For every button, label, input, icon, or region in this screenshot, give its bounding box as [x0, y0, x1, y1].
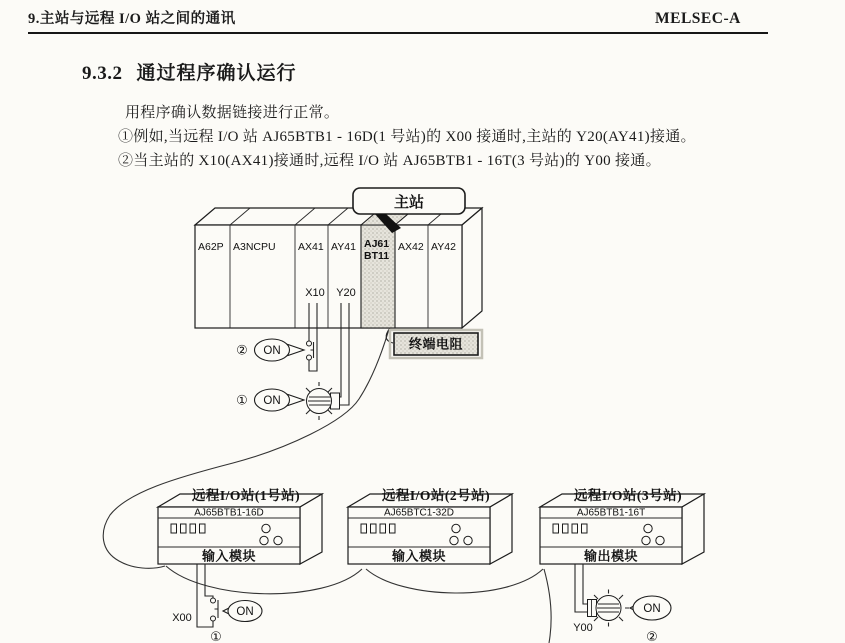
terminal-slot	[200, 524, 206, 533]
x00-switch-circuit	[172, 564, 262, 643]
on-label: ON	[236, 606, 254, 618]
module-label: A62P	[198, 241, 224, 253]
on-label: ON	[643, 603, 661, 615]
body-line-3: ②当主站的 X10(AX41)接通时,远程 I/O 站 AJ65BTB1 - 16T(3 号站)的 Y00 接通。	[118, 153, 661, 169]
terminal-slot	[572, 524, 578, 533]
balloon-tail	[288, 345, 304, 356]
switch-terminal	[307, 355, 312, 360]
station-title: 远程I/O站(1号站)	[191, 488, 301, 503]
signal-label-x00: X00	[172, 612, 192, 624]
switch-terminal	[211, 616, 216, 621]
y00-lamp-circuit	[573, 564, 671, 643]
module-label: AJ61	[364, 238, 390, 250]
section-number: 9.3.2	[82, 63, 123, 84]
terminal-resistor-label: 终端电阻	[408, 336, 464, 352]
terminal-slot	[553, 524, 559, 533]
station-right-face	[682, 494, 704, 564]
cable-station3-continuation	[544, 569, 551, 643]
remote-station-2	[348, 487, 512, 564]
on-balloon	[255, 389, 305, 411]
on-balloon	[255, 339, 305, 361]
terminal-resistor-callout	[386, 328, 482, 358]
terminal-slot	[181, 524, 187, 533]
module-label: AX42	[398, 241, 424, 253]
on-label: ON	[263, 345, 281, 357]
on-label: ON	[263, 395, 281, 407]
body-line-2: ①例如,当远程 I/O 站 AJ65BTB1 - 16D(1 号站)的 X00 接通时,主站的 Y20(AY41)接通。	[118, 129, 696, 145]
terminal-slot	[171, 524, 177, 533]
signal-label-y20: Y20	[336, 287, 356, 299]
module-label: AX41	[298, 241, 324, 253]
station-right-face	[490, 494, 512, 564]
terminal-slot	[563, 524, 569, 533]
terminal-slot	[390, 524, 396, 533]
terminal-slot	[190, 524, 196, 533]
signal-label-y00: Y00	[573, 622, 593, 634]
switch-terminal	[307, 341, 312, 346]
station-model: AJ65BTB1-16D	[194, 507, 264, 519]
switch-terminal	[211, 598, 216, 603]
step-marker-2: ②	[236, 343, 248, 359]
station-knob	[274, 536, 282, 544]
terminal-slot	[582, 524, 588, 533]
step-marker-2: ②	[646, 630, 658, 643]
cable-station2-to-station3	[366, 569, 543, 593]
module-label: AY41	[331, 241, 356, 253]
module-label: AY42	[431, 241, 456, 253]
master-station-label: 主站	[393, 195, 425, 211]
data-link-cable	[103, 329, 551, 643]
station-knob	[644, 524, 652, 532]
rack-right-face	[462, 208, 482, 328]
terminal-slot	[361, 524, 367, 533]
station-knob	[452, 524, 460, 532]
step-marker-1: ①	[236, 393, 248, 409]
step-marker-1: ①	[210, 630, 222, 643]
body-line-1: 用程序确认数据链接进行正常。	[125, 105, 340, 121]
station-type: 输出模块	[583, 548, 639, 564]
station-knob	[656, 536, 664, 544]
signal-label-x10: X10	[305, 287, 325, 299]
station-model: AJ65BTC1-32D	[383, 507, 455, 519]
on-balloon	[223, 601, 262, 622]
section-heading: 通过程序确认运行	[136, 63, 297, 84]
balloon-tail	[288, 395, 304, 406]
station-title: 远程I/O站(3号站)	[573, 488, 683, 503]
lamp-socket	[588, 600, 597, 617]
remote-station-3	[540, 487, 704, 564]
station-knob	[464, 536, 472, 544]
master-rack	[195, 208, 482, 328]
remote-station-1	[158, 487, 322, 564]
header-chapter-title: 9.主站与远程 I/O 站之间的通讯	[28, 11, 236, 27]
station-knob	[642, 536, 650, 544]
station-knob	[450, 536, 458, 544]
station-knob	[260, 536, 268, 544]
station-knob	[262, 524, 270, 532]
station-title: 远程I/O站(2号站)	[381, 488, 491, 503]
cable-station1-to-station2	[166, 566, 362, 594]
station-type: 输入模块	[391, 548, 447, 564]
on-balloon	[630, 596, 671, 620]
header-brand: MELSEC-A	[655, 10, 741, 27]
station-model: AJ65BTB1-16T	[576, 507, 646, 519]
module-label: BT11	[364, 250, 390, 262]
station-right-face	[300, 494, 322, 564]
terminal-slot	[371, 524, 377, 533]
lamp-wires	[575, 564, 588, 612]
terminal-slot	[380, 524, 386, 533]
station-type: 输入模块	[201, 548, 257, 564]
module-label: A3NCPU	[233, 241, 276, 253]
